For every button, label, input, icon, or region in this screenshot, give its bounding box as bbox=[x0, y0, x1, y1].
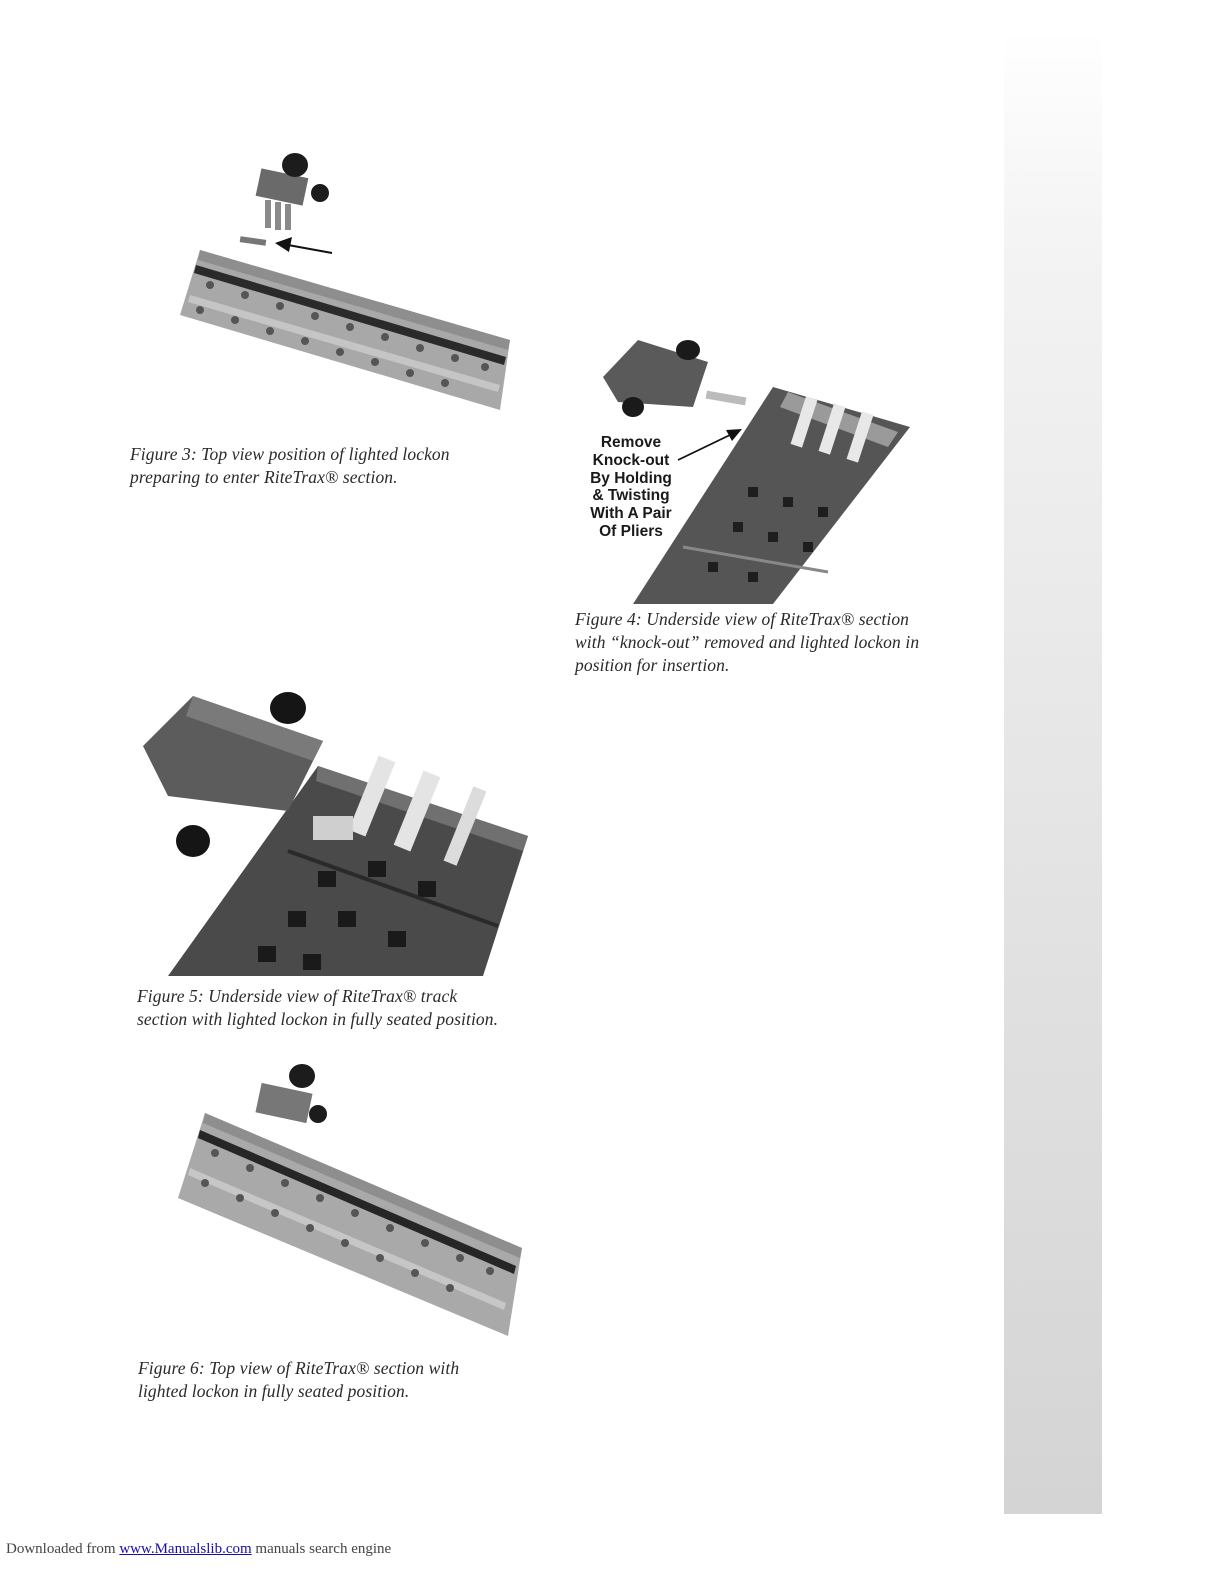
caption-line: preparing to enter RiteTrax® section. bbox=[130, 467, 398, 487]
callout-line: & Twisting bbox=[592, 487, 670, 505]
lockon-part bbox=[603, 340, 746, 417]
figure-3-image bbox=[170, 145, 530, 420]
lockon-part bbox=[255, 1064, 327, 1123]
track-section bbox=[180, 250, 510, 410]
caption-line: lighted lockon in fully seated position. bbox=[138, 1381, 410, 1401]
footer-prefix: Downloaded from bbox=[6, 1541, 116, 1557]
track-section bbox=[178, 1113, 522, 1336]
caption-line: section with lighted lockon in fully seated position. bbox=[137, 1009, 499, 1029]
lockon-part bbox=[256, 153, 329, 230]
figure-5-caption bbox=[137, 985, 498, 1031]
figure-5-image bbox=[138, 686, 528, 976]
figure-4-caption bbox=[575, 608, 919, 677]
download-footer bbox=[6, 1541, 391, 1558]
callout-arrow-icon bbox=[676, 424, 746, 464]
callout-line: With A Pair bbox=[590, 505, 672, 523]
figure-6-image bbox=[170, 1058, 530, 1338]
knock-out-callout bbox=[580, 434, 682, 541]
caption-line: Figure 6: Top view of RiteTrax® section with bbox=[138, 1358, 460, 1378]
caption-line: position for insertion. bbox=[575, 655, 730, 675]
caption-line: Figure 5: Underside view of RiteTrax® track bbox=[137, 986, 458, 1006]
manualslib-link[interactable]: www.Manualslib.com bbox=[119, 1541, 252, 1557]
knock-out-piece bbox=[240, 236, 267, 246]
page-side-band bbox=[1004, 30, 1102, 1514]
callout-line: Knock-out bbox=[592, 451, 670, 469]
callout-line: Remove bbox=[600, 434, 662, 451]
callout-line: By Holding bbox=[590, 469, 672, 487]
figure-3-caption bbox=[130, 443, 450, 489]
footer-suffix: manuals search engine bbox=[255, 1541, 392, 1557]
callout-line: Of Pliers bbox=[599, 522, 663, 540]
figure-6-caption bbox=[138, 1357, 459, 1403]
caption-line: Figure 4: Underside view of RiteTrax® section bbox=[575, 609, 910, 629]
arrow-icon bbox=[275, 237, 332, 253]
caption-line: Figure 3: Top view position of lighted lockon bbox=[130, 444, 450, 464]
caption-line: with “knock-out” removed and lighted lockon in bbox=[575, 632, 920, 652]
